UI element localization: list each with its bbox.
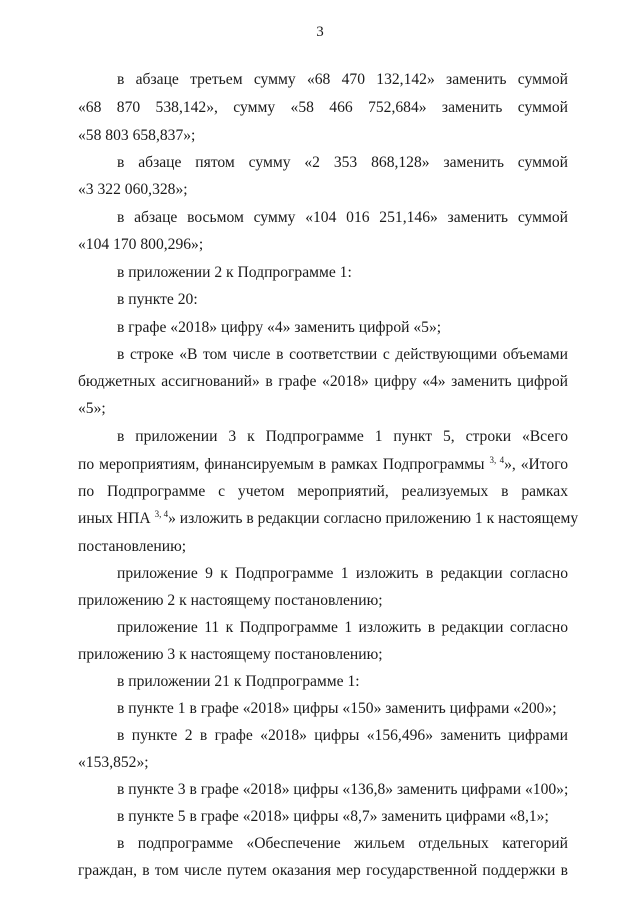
- text-segment: иных НПА: [78, 510, 151, 527]
- text-line: в пункте 2 в графе «2018» цифры «156,496» заменить цифрами: [117, 727, 568, 744]
- text-line: [78, 509, 579, 529]
- text-line: [78, 455, 568, 475]
- text-line: в графе «2018» цифру «4» заменить цифрой «5»;: [117, 319, 442, 336]
- footnote-ref: 3, 4: [489, 455, 505, 465]
- page-number: 3: [316, 24, 324, 40]
- text-line: в подпрограмме «Обеспечение жильем отдельных категорий: [117, 835, 568, 852]
- text-segment: » изложить в редакции согласно приложению 1 к настоящему: [168, 510, 579, 527]
- text-line: в абзаце пятом сумму «2 353 868,128» заменить суммой: [117, 154, 568, 171]
- text-line: в приложении 2 к Подпрограмме 1:: [117, 264, 352, 281]
- text-line: приложение 11 к Подпрограмме 1 изложить в редакции согласно: [117, 619, 568, 636]
- text-line: по Подпрограмме с учетом мероприятий, реализуемых в рамках: [78, 483, 568, 500]
- text-line: граждан, в том числе путем оказания мер государственной поддержки в: [78, 862, 568, 879]
- text-line: в пункте 3 в графе «2018» цифры «136,8» заменить цифрами «100»;: [117, 781, 569, 798]
- text-line: «3 322 060,328»;: [78, 181, 188, 198]
- text-line: «5»;: [78, 400, 106, 417]
- text-line: «68 870 538,142», сумму «58 466 752,684» заменить суммой: [78, 99, 568, 116]
- text-line: в пункте 5 в графе «2018» цифры «8,7» заменить цифрами «8,1»;: [117, 808, 549, 825]
- text-line: в пункте 1 в графе «2018» цифры «150» заменить цифрами «200»;: [117, 700, 557, 717]
- text-line: в пункте 20:: [117, 291, 198, 308]
- text-line: приложению 2 к настоящему постановлению;: [78, 592, 383, 609]
- text-segment: », «Итого: [504, 456, 569, 473]
- footnote-ref: 3, 4: [154, 509, 169, 519]
- text-line: приложению 3 к настоящему постановлению;: [78, 646, 383, 663]
- text-line: в абзаце восьмом сумму «104 016 251,146» заменить суммой: [117, 209, 568, 226]
- text-line: «58 803 658,837»;: [78, 127, 196, 144]
- text-line: в строке «В том числе в соответствии с действующими объемами: [117, 346, 568, 363]
- text-line: постановлению;: [78, 538, 187, 555]
- text-line: в приложении 3 к Подпрограмме 1 пункт 5, строки «Всего: [117, 428, 568, 445]
- text-line: приложение 9 к Подпрограмме 1 изложить в редакции согласно: [117, 565, 568, 582]
- text-line: «153,852»;: [78, 754, 149, 771]
- text-line: в абзаце третьем сумму «68 470 132,142» заменить суммой: [117, 71, 568, 88]
- text-line: «104 170 800,296»;: [78, 236, 204, 253]
- text-line: в приложении 21 к Подпрограмме 1:: [117, 673, 360, 690]
- text-line: бюджетных ассигнований» в графе «2018» цифру «4» заменить цифрой: [78, 373, 568, 390]
- text-segment: по мероприятиям, финансируемым в рамках Подпрограммы: [78, 456, 485, 473]
